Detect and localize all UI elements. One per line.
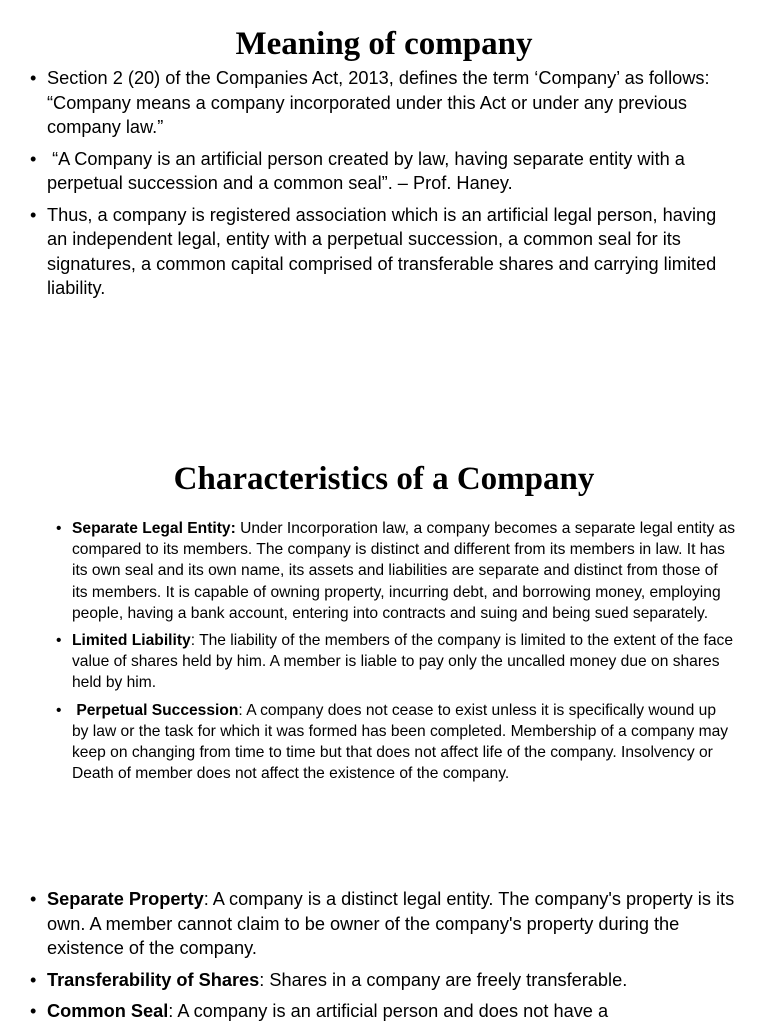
list-item (30, 999, 750, 1024)
bullet-icon: • (56, 632, 62, 650)
list-item (30, 887, 750, 961)
section-title-characteristics: Characteristics of a Company (173, 461, 595, 497)
bullet-icon: • (30, 204, 37, 225)
characteristics-list-continued (30, 887, 750, 1031)
list-item-text: : A company is a distinct legal entity. The company's property is its own. A member cannot claim to be owner of the company's property during the existence of the company. (47, 889, 735, 958)
meaning-list (30, 66, 730, 308)
list-item-term: Limited Liability (72, 632, 191, 650)
list-item-text: Thus, a company is registered association which is an artificial legal person, having an independent legal, entity with a perpetual succession, a common seal for its signatures, a common capital comprised of transferable shares and carrying limited liability. (47, 204, 717, 298)
list-item-text: Section 2 (20) of the Companies Act, 2013, defines the term ‘Company’ as follows: “Company means a company incorporated under this Act or under any previous company law.” (47, 68, 710, 137)
bullet-icon: • (56, 520, 62, 537)
list-item (30, 147, 730, 196)
characteristics-list (56, 518, 736, 790)
bullet-icon: • (30, 1001, 37, 1021)
list-item (30, 968, 750, 993)
bullet-icon: • (30, 889, 37, 909)
list-item (30, 66, 730, 140)
list-item-text: : The liability of the members of the company is limited to the extent of the face value of shares held by him. A member is liable to pay only the uncalled money due on shares held by him. (72, 632, 734, 692)
list-item-term: Common Seal (47, 1001, 169, 1021)
list-item-term: Perpetual Succession (72, 701, 239, 719)
list-item (56, 700, 736, 785)
list-item-text: Under Incorporation law, a company becomes a separate legal entity as compared to its members. The company is distinct and different from its members in law. It has its own seal and its own name, its assets and liabilities are separate and distinct from those of its members. It is capable of owning property, incurring debt, and borrowing money, employing people, having a bank account, entering into contracts and suing and being sued separately. (72, 520, 736, 622)
bullet-icon: • (30, 148, 37, 169)
list-item-term: Separate Property (47, 889, 204, 909)
bullet-icon: • (30, 969, 37, 990)
bullet-icon: • (56, 701, 62, 719)
list-item-text: : A company is an artificial person and does not have a (168, 1001, 609, 1021)
list-item-term: Separate Legal Entity: (72, 520, 236, 537)
section-title-meaning: Meaning of company (235, 26, 533, 62)
list-item (56, 630, 736, 694)
list-item-term: Transferability of Shares (47, 969, 260, 990)
list-item-text: : A company does not cease to exist unless it is specifically wound up by law or the task for which it was formed has been completed. Membership of a company may keep on changing from time to time but that does not affect life of the company. Insolvency or Death of member does not affect the existence of the company. (72, 701, 729, 783)
bullet-icon: • (30, 68, 37, 88)
list-item (30, 203, 730, 301)
list-item-text: “A Company is an artificial person created by law, having separate entity with a perpetual succession and a common seal”. – Prof. Haney. (47, 148, 690, 193)
list-item (56, 518, 736, 624)
list-item-text: : Shares in a company are freely transferable. (259, 969, 628, 990)
